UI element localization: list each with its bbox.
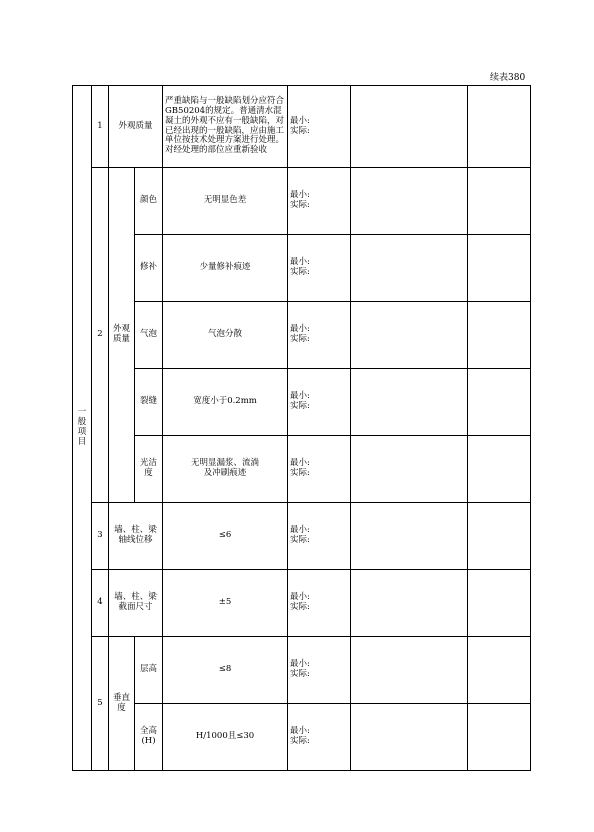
item-number: 1 [92, 86, 109, 168]
item-name: 墙、柱、梁 轴线位移 [109, 503, 163, 570]
item-name: 垂直 度 [109, 637, 135, 771]
standard-cell: 无明显漏浆、流淌 及冲刷痕迹 [163, 436, 288, 503]
measurement-cell[interactable]: 最小: 实际: [288, 570, 351, 637]
standard-cell: ≤8 [163, 637, 288, 704]
item-name: 外观 质量 [109, 168, 135, 503]
standard-cell: H/1000且≤30 [163, 704, 288, 771]
measurement-cell[interactable]: 最小: 实际: [288, 704, 351, 771]
table-row [73, 503, 531, 570]
sub-item-name: 颜色 [135, 168, 163, 235]
remark-cell[interactable] [468, 168, 531, 235]
table-row [73, 704, 531, 771]
result-cell[interactable] [351, 570, 468, 637]
measurement-cell[interactable]: 最小: 实际: [288, 168, 351, 235]
remark-cell[interactable] [468, 235, 531, 302]
remark-cell[interactable] [468, 436, 531, 503]
result-cell[interactable] [351, 168, 468, 235]
remark-cell[interactable] [468, 637, 531, 704]
measurement-cell[interactable]: 最小: 实际: [288, 369, 351, 436]
inspection-table [72, 85, 531, 771]
sub-item-name: 裂缝 [135, 369, 163, 436]
sub-item-name: 全高 (H) [135, 704, 163, 771]
table-row [73, 235, 531, 302]
measurement-cell[interactable]: 最小: 实际: [288, 436, 351, 503]
item-number: 4 [92, 570, 109, 637]
table-row [73, 436, 531, 503]
result-cell[interactable] [351, 637, 468, 704]
remark-cell[interactable] [468, 503, 531, 570]
measurement-cell[interactable]: 最小: 实际: [288, 503, 351, 570]
sub-item-name: 层高 [135, 637, 163, 704]
standard-cell: 严重缺陷与一般缺陷划分应符合GB50204的规定。普通清水混凝土的外观不应有一般缺陷，对已经出现的一般缺陷，应由施工单位按技术处理方案进行处理。对经处理的部位应重新验收 [163, 86, 288, 168]
remark-cell[interactable] [468, 369, 531, 436]
table-row [73, 637, 531, 704]
remark-cell[interactable] [468, 302, 531, 369]
result-cell[interactable] [351, 436, 468, 503]
remark-cell[interactable] [468, 704, 531, 771]
table-row [73, 302, 531, 369]
sub-item-name: 光洁 度 [135, 436, 163, 503]
result-cell[interactable] [351, 503, 468, 570]
item-number: 2 [92, 168, 109, 503]
sub-item-name: 气泡 [135, 302, 163, 369]
standard-cell: 宽度小于0.2mm [163, 369, 288, 436]
measurement-cell[interactable]: 最小: 实际: [288, 86, 351, 168]
measurement-cell[interactable]: 最小: 实际: [288, 235, 351, 302]
measurement-cell[interactable]: 最小: 实际: [288, 302, 351, 369]
section-general-items: 一 般 项 目 [73, 86, 92, 771]
result-cell[interactable] [351, 704, 468, 771]
item-name: 外观质量 [109, 86, 163, 168]
item-name: 墙、柱、梁 截面尺寸 [109, 570, 163, 637]
table-row [73, 570, 531, 637]
item-number: 3 [92, 503, 109, 570]
table-row [73, 86, 531, 168]
table-row [73, 168, 531, 235]
standard-cell: 少量修补痕迹 [163, 235, 288, 302]
measurement-cell[interactable]: 最小: 实际: [288, 637, 351, 704]
standard-cell: ≤6 [163, 503, 288, 570]
remark-cell[interactable] [468, 570, 531, 637]
result-cell[interactable] [351, 302, 468, 369]
result-cell[interactable] [351, 235, 468, 302]
continuation-page-label: 续表380 [490, 73, 526, 83]
result-cell[interactable] [351, 369, 468, 436]
standard-cell: 气泡分散 [163, 302, 288, 369]
standard-cell: 无明显色差 [163, 168, 288, 235]
sub-item-name: 修补 [135, 235, 163, 302]
table-row [73, 369, 531, 436]
result-cell[interactable] [351, 86, 468, 168]
remark-cell[interactable] [468, 86, 531, 168]
standard-cell: ±5 [163, 570, 288, 637]
item-number: 5 [92, 637, 109, 771]
